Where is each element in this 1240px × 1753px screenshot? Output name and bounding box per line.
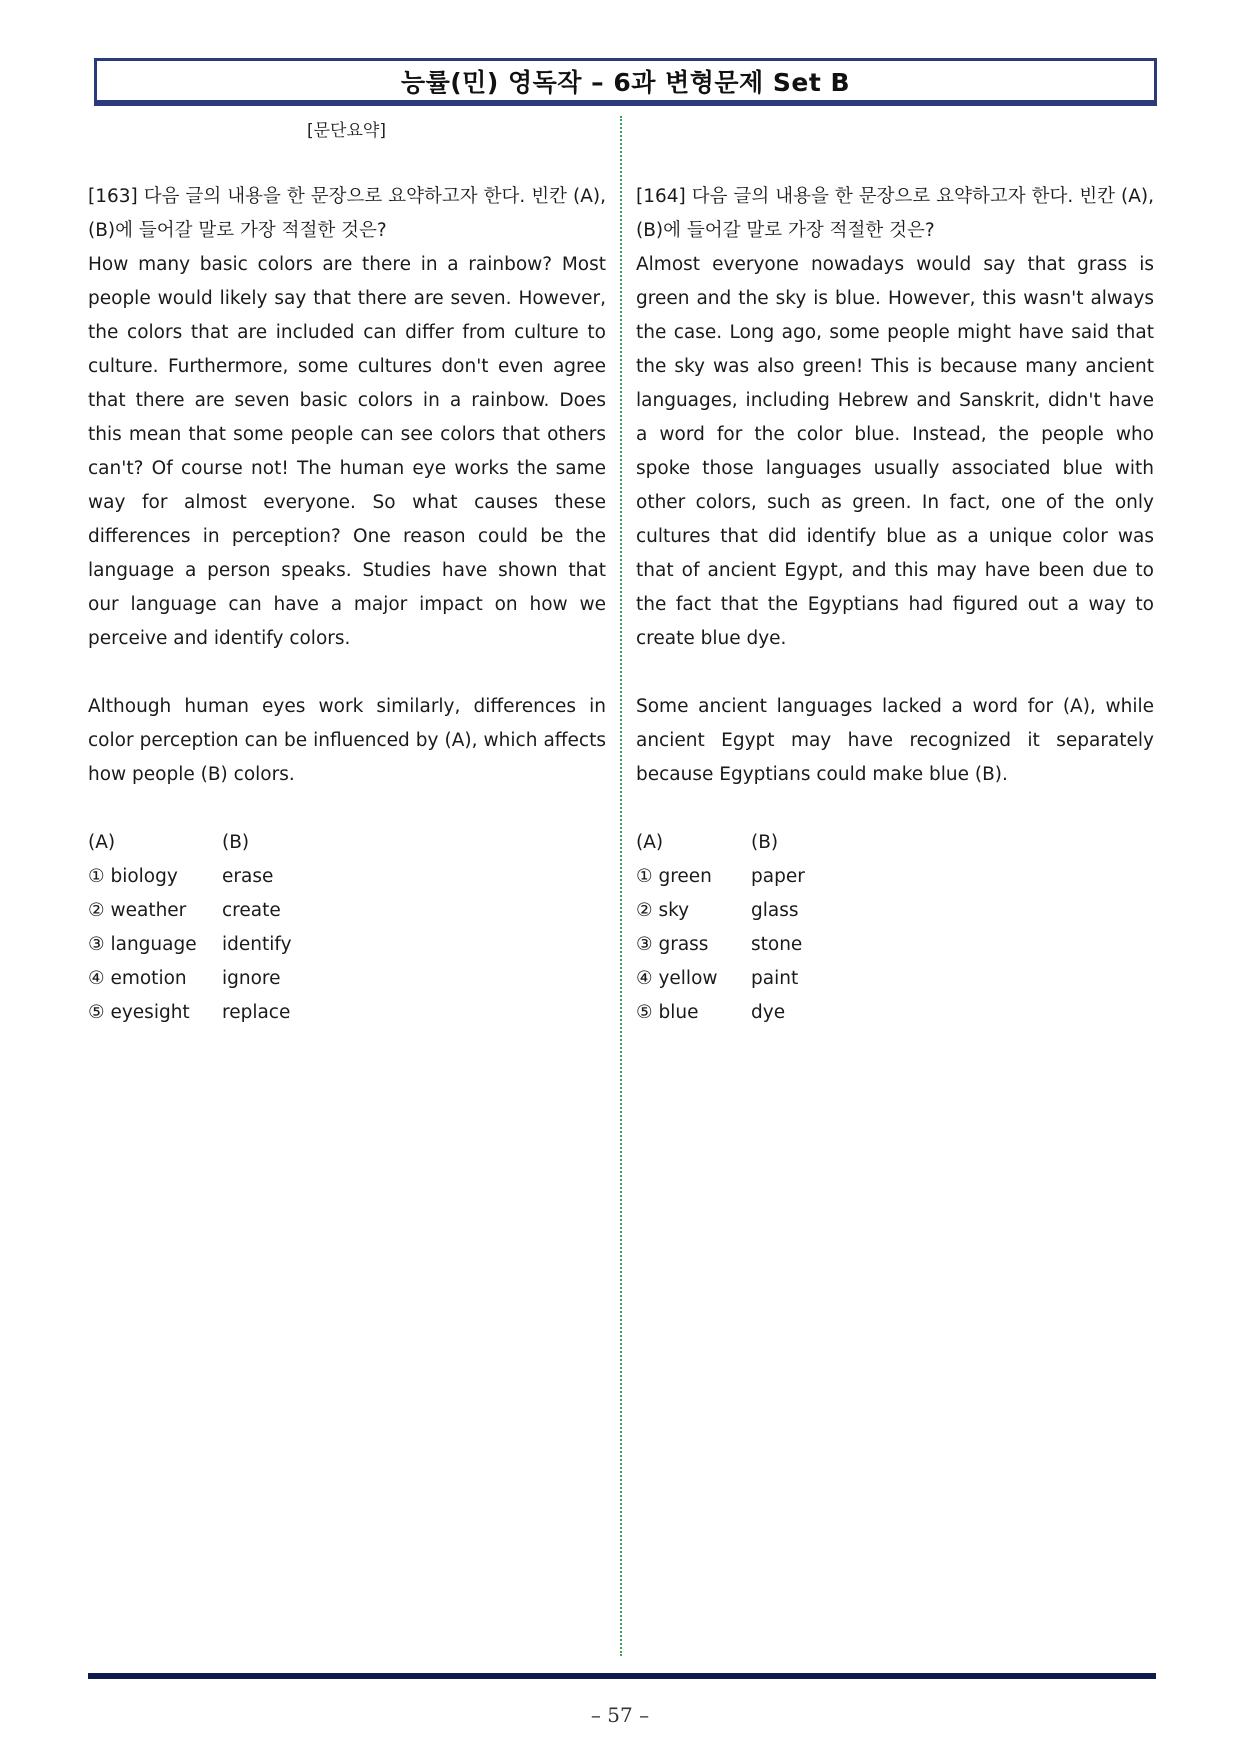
summary-sentence: Although human eyes work similarly, differences in color perception can be influenced by (A), which affects how people (B) colors. [88,696,606,785]
section-label: [문단요약] [307,121,386,141]
option-4[interactable] [636,962,1154,996]
column-b-label: (B) [751,832,779,853]
option-5[interactable] [636,996,1154,1030]
page-number: – 57 – [590,1703,650,1727]
options-header [636,826,1154,860]
option-2[interactable] [88,894,606,928]
option-3[interactable] [88,928,606,962]
question-instruction: [163] 다음 글의 내용을 한 문장으로 요약하고자 한다. 빈칸 (A), (B)에 들어갈 말로 가장 적절한 것은? [88,186,606,241]
page-header [94,58,1157,106]
column-divider [620,116,622,1656]
option-a-text: ⑤ eyesight [88,1002,190,1023]
option-b-text: identify [222,934,292,955]
option-2[interactable] [636,894,1154,928]
option-1[interactable] [636,860,1154,894]
option-a-text: ③ language [88,934,197,955]
summary-sentence: Some ancient languages lacked a word for (A), while ancient Egypt may have recognized it separately because Egyptians could make blue (B). [636,696,1154,785]
option-b-text: erase [222,866,274,887]
option-b-text: ignore [222,968,281,989]
option-a-text: ⑤ blue [636,1002,699,1023]
question-passage: Almost everyone nowadays would say that grass is green and the sky is blue. However, this wasn't always the case. Long ago, some people might have said that the sky was also green! This is because many ancient languages, including Hebrew and Sanskrit, didn't have a word for the color blue. Instead, the people who spoke those languages usually associated blue with other colors, such as green. In fact, one of the only cultures that did identify blue as a unique color was that of ancient Egypt, and this may have been due to the fact that the Egyptians had figured out a way to create blue dye. [636,254,1154,649]
page-title: 능률(민) 영독작 – 6과 변형문제 Set B [400,67,851,97]
option-1[interactable] [88,860,606,894]
option-a-text: ④ emotion [88,968,187,989]
option-a-text: ① green [636,866,712,887]
option-b-text: glass [751,900,799,921]
column-a-label: (A) [636,832,664,853]
column-b-label: (B) [222,832,250,853]
option-b-text: dye [751,1002,786,1023]
footer-rule [88,1673,1156,1679]
question-instruction: [164] 다음 글의 내용을 한 문장으로 요약하고자 한다. 빈칸 (A), (B)에 들어갈 말로 가장 적절한 것은? [636,186,1154,241]
option-a-text: ① biology [88,866,178,887]
option-b-text: stone [751,934,803,955]
option-3[interactable] [636,928,1154,962]
option-a-text: ② weather [88,900,187,921]
question-164 [636,180,1154,1030]
question-passage: How many basic colors are there in a rainbow? Most people would likely say that there are seven. However, the colors that are included can differ from culture to culture. Furthermore, some cultures don't even agree that there are seven basic colors in a rainbow. Does this mean that some people can see colors that others can't? Of course not! The human eye works the same way for almost everyone. So what causes these differences in perception? One reason could be the language a person speaks. Studies have shown that our language can have a major impact on how we perceive and identify colors. [88,254,606,649]
question-163 [88,180,606,1030]
option-a-text: ④ yellow [636,968,718,989]
option-b-text: replace [222,1002,291,1023]
option-b-text: paint [751,968,799,989]
option-a-text: ② sky [636,900,690,921]
options-header [88,826,606,860]
column-a-label: (A) [88,832,116,853]
option-b-text: create [222,900,281,921]
option-a-text: ③ grass [636,934,709,955]
option-b-text: paper [751,866,805,887]
option-4[interactable] [88,962,606,996]
option-5[interactable] [88,996,606,1030]
